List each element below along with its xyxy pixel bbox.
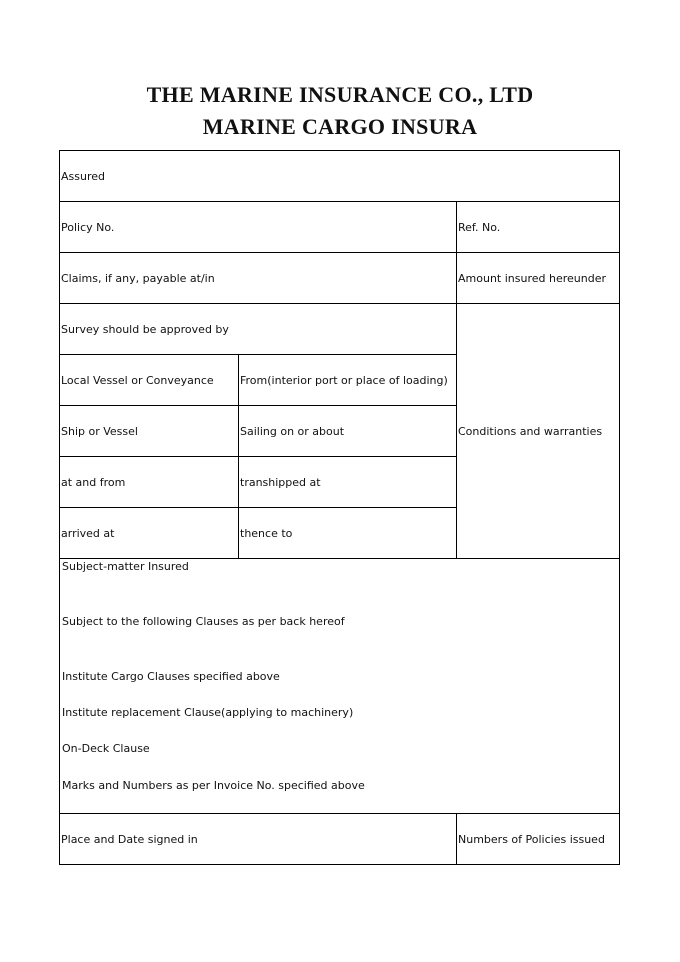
place-date-label: Place and Date signed in xyxy=(61,832,198,846)
company-name: THE MARINE INSURANCE CO., LTD xyxy=(146,82,534,107)
clause-cargo: Institute Cargo Clauses specified above xyxy=(62,670,280,683)
thence-label: thence to xyxy=(240,526,293,540)
sailing-label: Sailing on or about xyxy=(240,424,345,438)
policy-form-table xyxy=(59,150,620,865)
survey-field[interactable] xyxy=(60,304,457,355)
survey-label: Survey should be approved by xyxy=(61,322,229,336)
from-port-label: From(interior port or place of loading) xyxy=(240,373,448,387)
subject-matter-label: Subject-matter Insured xyxy=(62,560,189,573)
from-port-field[interactable] xyxy=(239,355,457,406)
transhipped-field[interactable] xyxy=(239,457,457,508)
clause-replacement: Institute replacement Clause(applying to machinery) xyxy=(62,706,354,719)
at-from-label: at and from xyxy=(61,475,126,489)
local-vessel-label: Local Vessel or Conveyance xyxy=(61,373,214,387)
policy-no-label: Policy No. xyxy=(61,220,115,234)
assured-field[interactable] xyxy=(60,151,620,202)
clauses-intro: Subject to the following Clauses as per back hereof xyxy=(62,615,345,628)
at-from-field[interactable] xyxy=(60,457,239,508)
ref-no-label: Ref. No. xyxy=(458,220,501,234)
document-title: MARINE CARGO INSURA xyxy=(202,114,478,139)
arrived-label: arrived at xyxy=(61,526,115,540)
num-policies-field[interactable] xyxy=(457,814,620,865)
policy-no-field[interactable] xyxy=(60,202,457,253)
claims-field[interactable] xyxy=(60,253,457,304)
num-policies-label: Numbers of Policies issued xyxy=(458,832,605,846)
subject-matter-field[interactable] xyxy=(60,559,620,814)
amount-insured-label: Amount insured hereunder xyxy=(458,271,606,285)
amount-insured-field[interactable] xyxy=(457,253,620,304)
conditions-label: Conditions and warranties xyxy=(458,424,603,438)
clause-on-deck: On-Deck Clause xyxy=(62,742,150,755)
claims-label: Claims, if any, payable at/in xyxy=(61,271,215,285)
transhipped-label: transhipped at xyxy=(240,475,321,489)
conditions-field[interactable] xyxy=(457,304,620,559)
ref-no-field[interactable] xyxy=(457,202,620,253)
place-date-field[interactable] xyxy=(60,814,457,865)
marks-numbers: Marks and Numbers as per Invoice No. specified above xyxy=(62,779,365,792)
thence-field[interactable] xyxy=(239,508,457,559)
arrived-field[interactable] xyxy=(60,508,239,559)
assured-label: Assured xyxy=(61,169,105,183)
sailing-field[interactable] xyxy=(239,406,457,457)
local-vessel-field[interactable] xyxy=(60,355,239,406)
ship-vessel-label: Ship or Vessel xyxy=(61,424,138,438)
ship-vessel-field[interactable] xyxy=(60,406,239,457)
